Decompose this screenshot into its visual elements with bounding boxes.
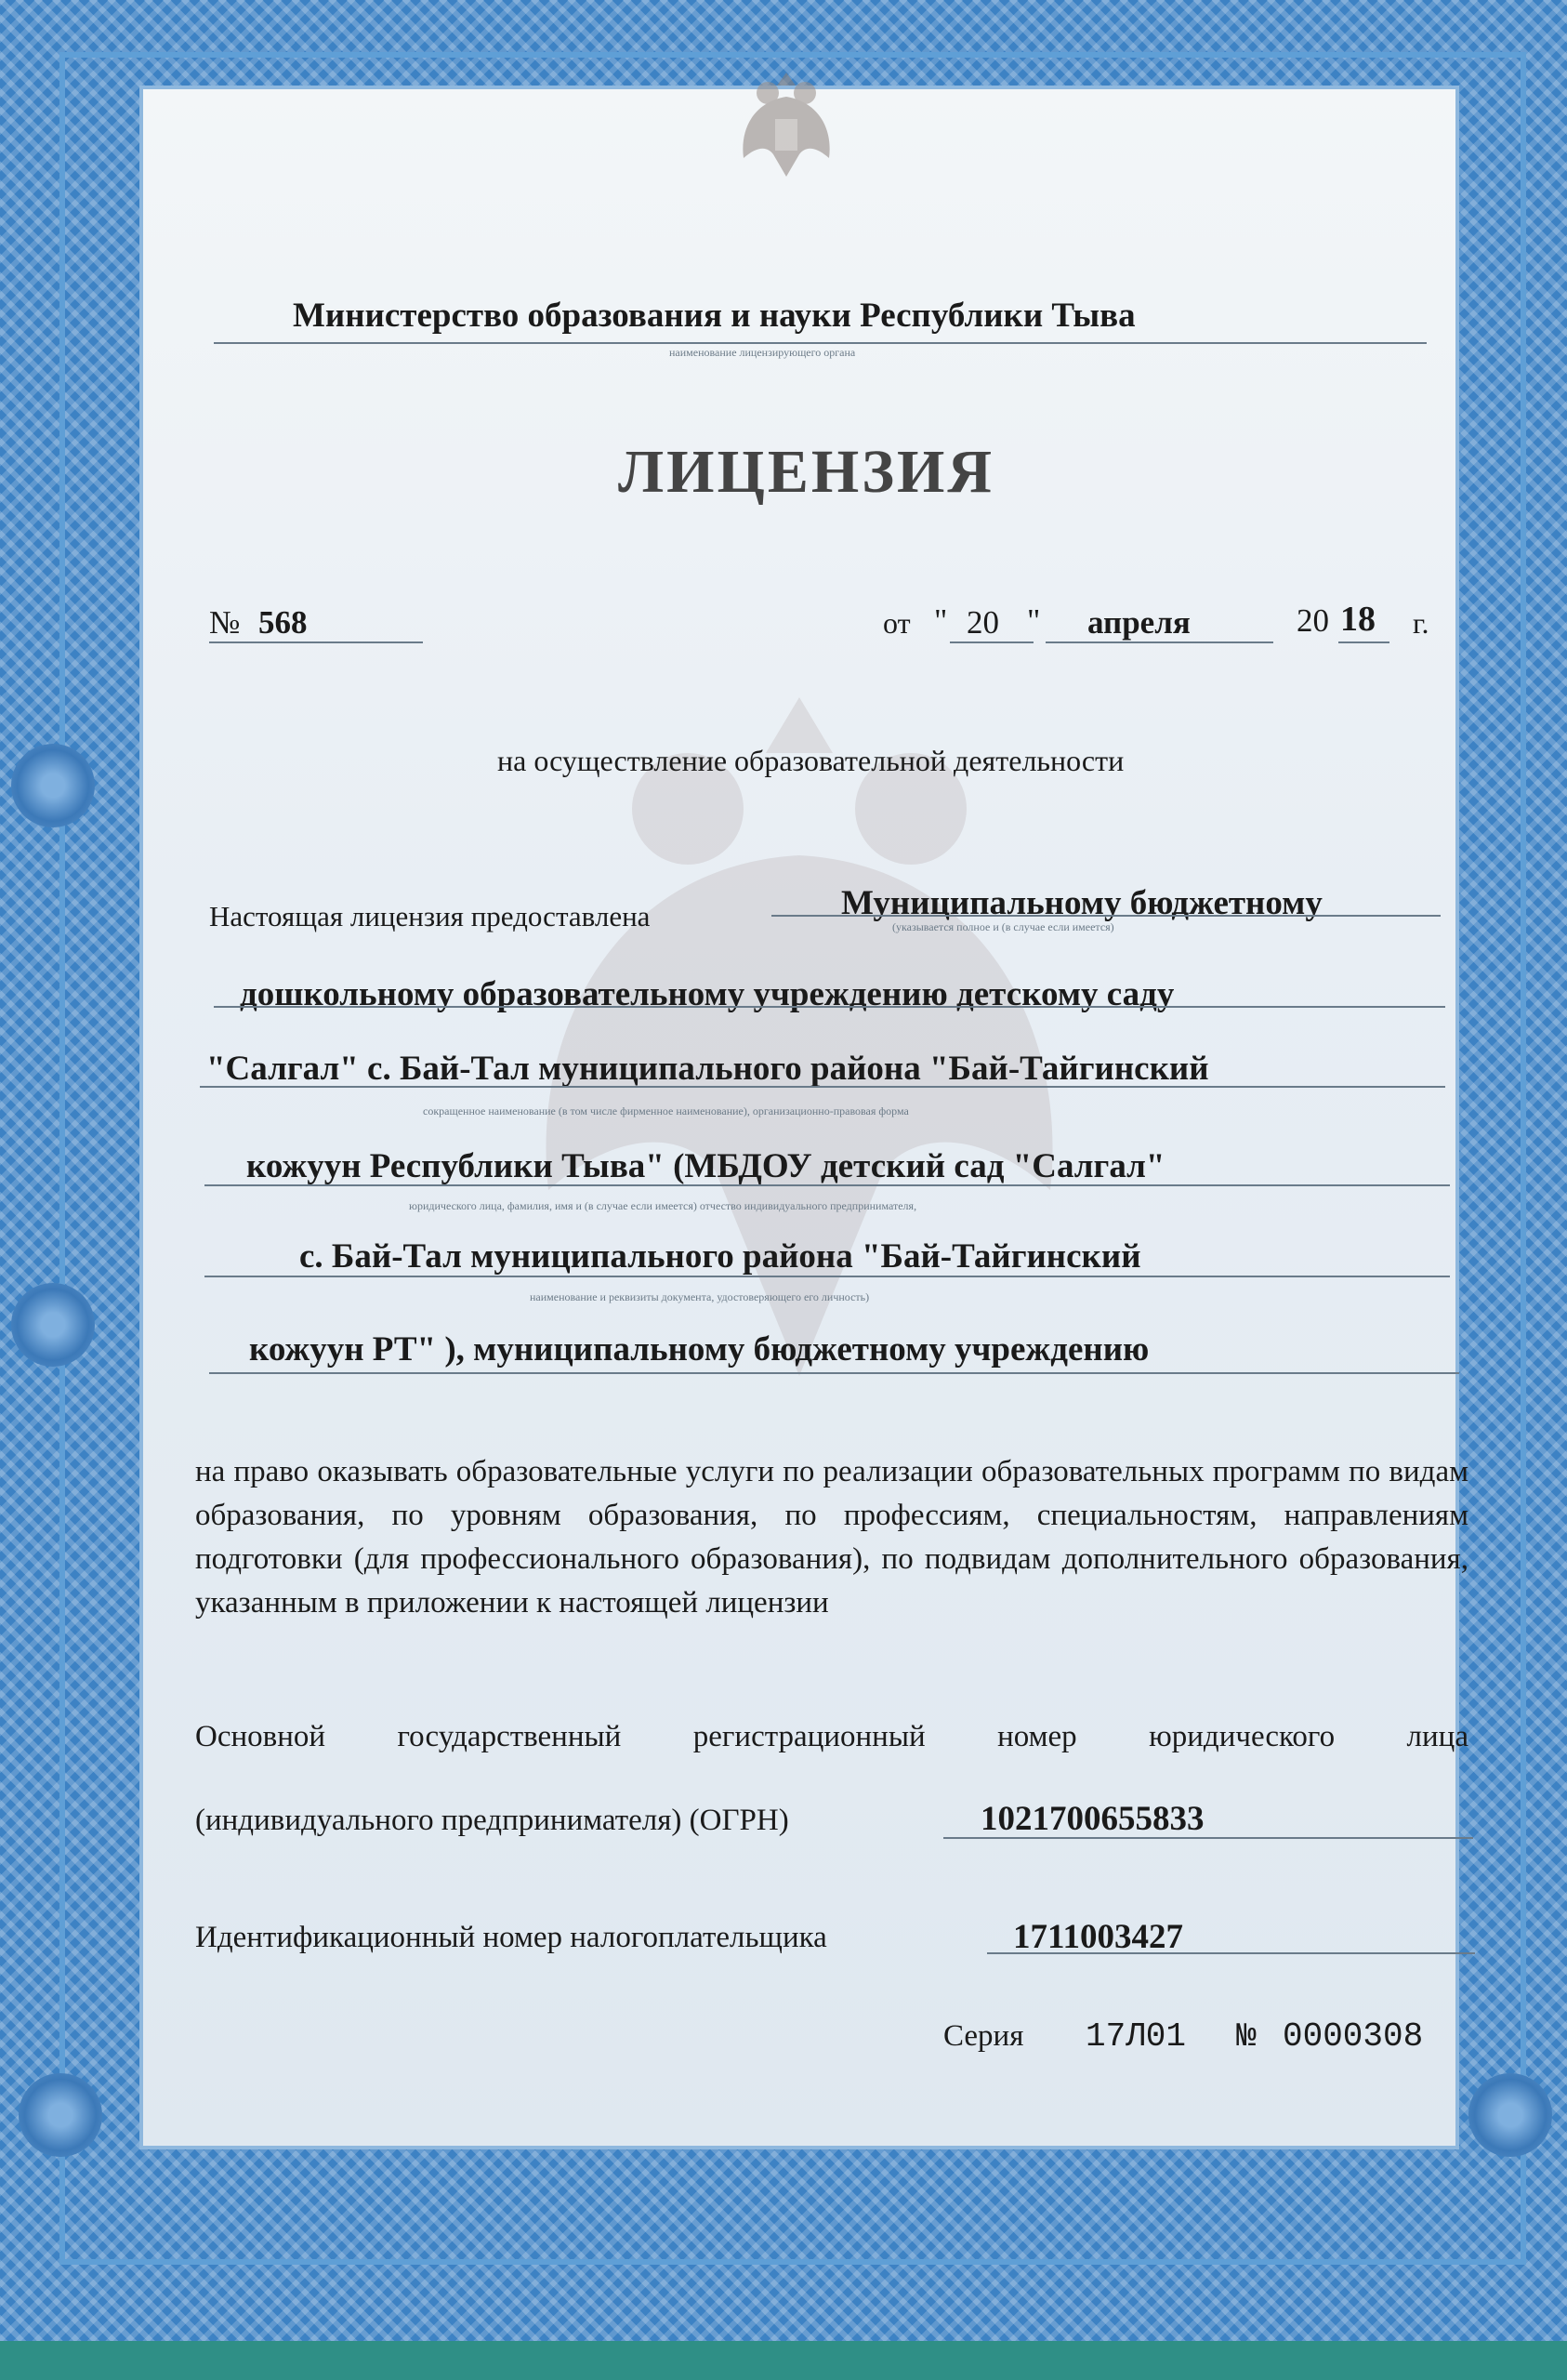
series-label: Серия (943, 2019, 1024, 2053)
issuer-line (214, 342, 1427, 344)
date-quote-open: " (934, 602, 948, 639)
number-line (209, 641, 423, 643)
month-line (1046, 641, 1273, 643)
licensee-line-4: кожуун Республики Тыва" (МБДОУ детский сад "Салгал" (246, 1147, 1165, 1185)
licensee-line-6: кожуун РТ" ), муниципальному бюджетному учреждению (249, 1330, 1150, 1368)
licensee-underline-3 (200, 1086, 1445, 1088)
day-line (950, 641, 1034, 643)
side-ornament-icon (11, 744, 95, 827)
inn-value: 1711003427 (1013, 1918, 1183, 1956)
series-number-sign: № (1236, 2017, 1257, 2056)
licensee-line-2: дошкольному образовательному учреждению детскому саду (240, 975, 1175, 1013)
license-scope-text: на право оказывать образовательные услуги по реализации образовательных программ по видам образования, по уровням образования, по профессиям, специальностям, направлениям подготовки (для профессионального образования), по подвидам дополнительного образования, указанным в приложении к настоящей лицензии (195, 1455, 1468, 1620)
date-month: апреля (1087, 604, 1191, 641)
licensee-line-3: "Салгал" с. Бай-Тал муниципального района "Бай-Тайгинский (206, 1050, 1209, 1088)
ogrn-label-line-1: Основной государственный регистрационный номер юридического лица (195, 1720, 1468, 1753)
date-day: 20 (967, 604, 999, 641)
corner-ornament-icon (1468, 2073, 1552, 2157)
issuer-caption: наименование лицензирующего органа (669, 346, 856, 359)
licensee-underline-4 (204, 1184, 1450, 1186)
ogrn-line (943, 1837, 1473, 1839)
licensee-underline-5 (204, 1276, 1450, 1277)
licensee-line-5: с. Бай-Тал муниципального района "Бай-Тайгинский (299, 1237, 1141, 1276)
date-year-suffix: 18 (1340, 600, 1376, 639)
licensee-underline-1 (771, 915, 1441, 917)
inn-label: Идентификационный номер налогоплательщика (195, 1921, 827, 1954)
document-title: ЛИЦЕНЗИЯ (618, 438, 995, 506)
licensee-hint-3: юридического лица, фамилия, имя и (в случае если имеется) отчество индивидуального предпринимателя, (409, 1199, 917, 1212)
ogrn-label-line-2: (индивидуального предпринимателя) (ОГРН) (195, 1804, 789, 1837)
licensee-line-1: Муниципальному бюджетному (841, 884, 1323, 922)
licensee-hint-2: сокращенное наименование (в том числе фирменное наименование), организационно-правовая форма (423, 1104, 909, 1117)
ogrn-value: 1021700655833 (981, 1800, 1205, 1838)
issuer-name: Министерство образования и науки Республики Тыва (293, 297, 1136, 335)
licensee-hint-4: наименование и реквизиты документа, удостоверяющего его личность) (530, 1290, 870, 1303)
coat-of-arms-icon (734, 65, 838, 186)
date-year-prefix: 20 (1297, 602, 1329, 639)
side-ornament-icon (11, 1283, 95, 1367)
licensee-underline-6 (209, 1372, 1459, 1374)
date-quote-close: " (1027, 602, 1041, 639)
granted-label: Настоящая лицензия предоставлена (209, 900, 651, 932)
license-number: 568 (258, 604, 308, 641)
series-number: 0000308 (1283, 2017, 1424, 2056)
number-label: № (209, 604, 241, 641)
year-line (1338, 641, 1389, 643)
licensee-underline-2 (214, 1006, 1445, 1008)
inn-line (987, 1952, 1475, 1954)
date-prefix: от (883, 606, 911, 640)
series-value: 17Л01 (1086, 2017, 1187, 2056)
licensee-hint-1: (указывается полное и (в случае если имеется) (892, 920, 1114, 933)
date-suffix: г. (1413, 606, 1429, 640)
corner-ornament-icon (19, 2073, 102, 2157)
license-purpose: на осуществление образовательной деятельности (497, 744, 1125, 777)
